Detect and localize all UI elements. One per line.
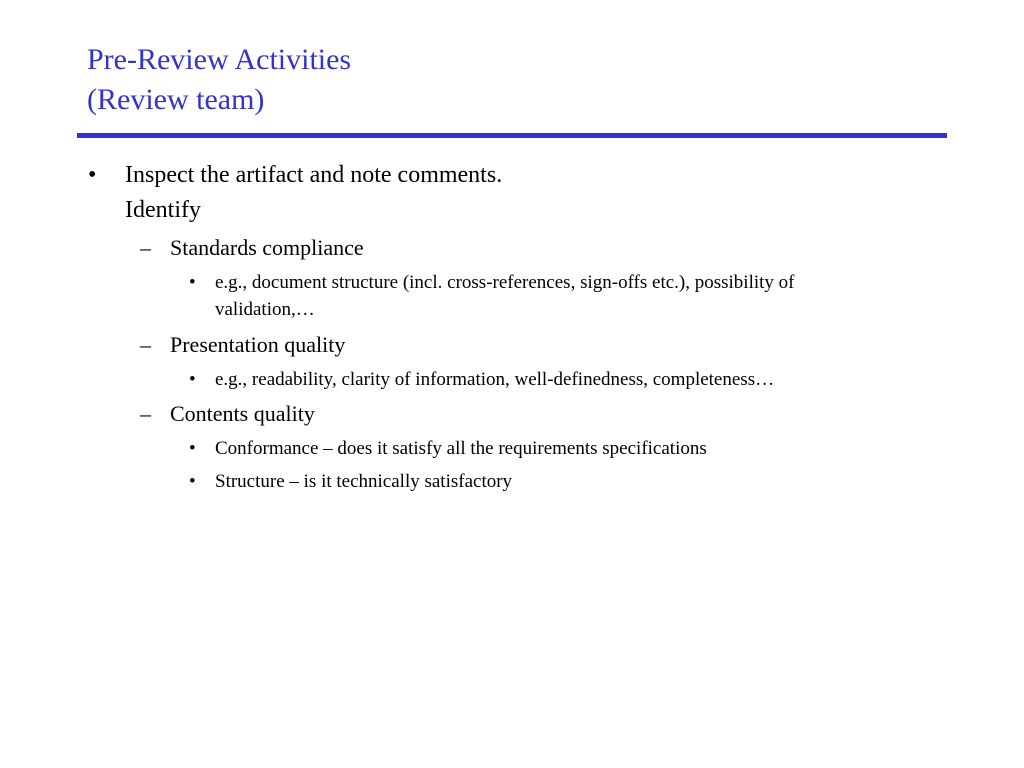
title-line-1: Pre-Review Activities [87, 43, 352, 76]
dash-marker: – [140, 401, 151, 426]
bullet-inspect-line-2: Identify [125, 197, 201, 223]
bullet-marker: • [88, 162, 97, 188]
detail-document-structure-line-1: e.g., document structure (incl. cross-references, sign-offs etc.), possibility of [215, 272, 795, 293]
bullet-marker: • [189, 471, 196, 492]
bullet-marker: • [189, 369, 196, 390]
detail-readability: e.g., readability, clarity of information, well-definedness, completeness… [215, 369, 775, 390]
subitem-presentation-quality: Presentation quality [170, 332, 346, 357]
slide-title [87, 40, 351, 120]
subitem-contents-quality: Contents quality [170, 401, 315, 426]
detail-structure: Structure – is it technically satisfactory [215, 471, 513, 492]
detail-conformance: Conformance – does it satisfy all the requirements specifications [215, 438, 707, 459]
detail-document-structure-line-2: validation,… [215, 299, 315, 320]
bullet-marker: • [189, 438, 196, 459]
bullet-marker: • [189, 272, 196, 293]
subitem-standards-compliance: Standards compliance [170, 235, 364, 260]
dash-marker: – [140, 332, 151, 357]
dash-marker: – [140, 235, 151, 260]
bullet-inspect-line-1: Inspect the artifact and note comments. [125, 162, 503, 188]
title-divider [77, 133, 947, 138]
title-line-2: (Review team) [87, 83, 265, 116]
